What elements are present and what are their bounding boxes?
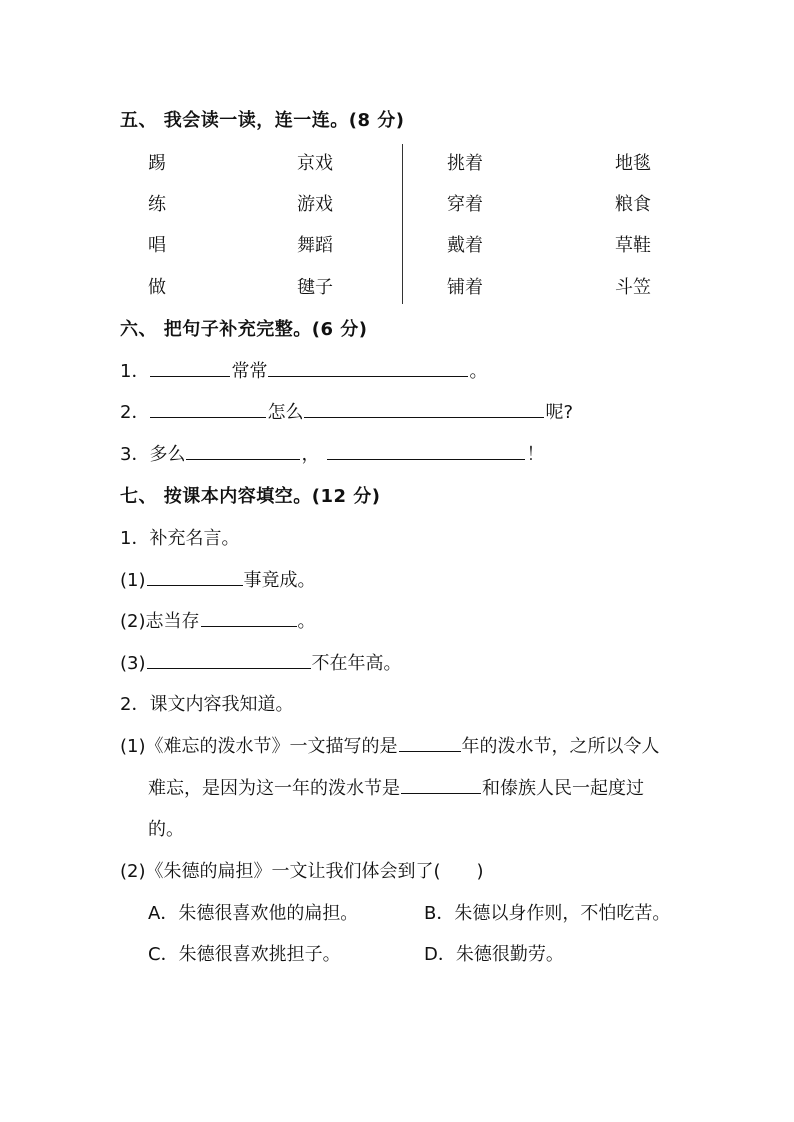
- section-6-title: 六、 把句子补充完整。(6 分): [120, 319, 368, 340]
- punctuation: ，: [301, 444, 320, 465]
- item-number: (1): [120, 570, 146, 591]
- question-text: 年的泼水节，之所以令人: [461, 736, 660, 757]
- proverb-text: 不在年高。: [311, 653, 402, 674]
- match-right-item: 戴着: [447, 235, 483, 256]
- match-left-target: 京戏: [297, 153, 333, 174]
- item-number: (3): [120, 653, 146, 674]
- blank-line[interactable]: [150, 399, 266, 418]
- column-divider: [402, 144, 403, 304]
- match-left-target: 毽子: [297, 277, 333, 298]
- proverb-text: 事竟成。: [243, 570, 316, 591]
- match-left-target: 游戏: [297, 194, 333, 215]
- option-c[interactable]: C．朱德很喜欢挑担子。: [148, 944, 341, 965]
- match-right-target: 草鞋: [615, 235, 651, 256]
- question-text: 难忘，是因为这一年的泼水节是: [148, 778, 400, 799]
- blank-line[interactable]: [201, 608, 297, 627]
- option-a[interactable]: A．朱德很喜欢他的扁担。: [148, 903, 359, 924]
- blank-line[interactable]: [186, 441, 300, 460]
- option-d[interactable]: D．朱德很勤劳。: [424, 944, 564, 965]
- question-2-1-line-2: [148, 774, 644, 800]
- match-left-target: 舞蹈: [297, 235, 333, 256]
- question-2-1-line-1: [120, 732, 660, 758]
- sentence-1: [120, 357, 487, 383]
- proverb-text: (2)志当存: [120, 611, 200, 632]
- punctuation: 。: [469, 361, 488, 382]
- question-2-1-line-3: 的。: [148, 819, 184, 840]
- match-right-target: 斗笠: [615, 277, 651, 298]
- punctuation: ！: [526, 444, 545, 465]
- blank-line[interactable]: [327, 441, 525, 460]
- question-number: 2．: [120, 402, 150, 423]
- subsection-1-title: 1．补充名言。: [120, 528, 240, 549]
- question-text: 和傣族人民一起度过: [482, 778, 644, 799]
- match-right-item: 挑着: [447, 153, 483, 174]
- blank-line[interactable]: [399, 733, 461, 752]
- question-2-2: (2)《朱德的扁担》一文让我们体会到了( ): [120, 861, 484, 882]
- blank-line[interactable]: [268, 358, 468, 377]
- section-5-title: 五、 我会读一读，连一连。(8 分): [120, 110, 405, 131]
- sentence-3: [120, 440, 544, 466]
- match-left-item: 做: [148, 277, 166, 298]
- match-right-item: 穿着: [447, 194, 483, 215]
- section-7-title: 七、 按课本内容填空。(12 分): [120, 486, 381, 507]
- match-right-item: 铺着: [447, 277, 483, 298]
- proverb-3: [120, 649, 402, 675]
- match-right-target: 粮食: [615, 194, 651, 215]
- punctuation: 。: [297, 611, 316, 632]
- blank-line[interactable]: [147, 567, 243, 586]
- subsection-2-title: 2．课文内容我知道。: [120, 694, 294, 715]
- blank-line[interactable]: [150, 358, 230, 377]
- proverb-2: [120, 607, 316, 633]
- match-left-item: 唱: [148, 235, 166, 256]
- question-text: (1)《难忘的泼水节》一文描写的是: [120, 736, 398, 757]
- question-number: 3．: [120, 444, 150, 465]
- match-right-target: 地毯: [615, 153, 651, 174]
- given-word: 常常: [231, 361, 268, 382]
- blank-line[interactable]: [147, 650, 311, 669]
- match-left-item: 踢: [148, 153, 166, 174]
- proverb-1: [120, 566, 316, 592]
- option-b[interactable]: B．朱德以身作则，不怕吃苦。: [424, 903, 671, 924]
- sentence-2: [120, 398, 573, 424]
- given-word: 怎么: [267, 402, 304, 423]
- punctuation: 呢?: [545, 402, 574, 423]
- match-left-item: 练: [148, 194, 166, 215]
- question-number: 1．: [120, 361, 150, 382]
- given-word: 多么: [149, 444, 186, 465]
- blank-line[interactable]: [304, 399, 544, 418]
- blank-line[interactable]: [401, 775, 481, 794]
